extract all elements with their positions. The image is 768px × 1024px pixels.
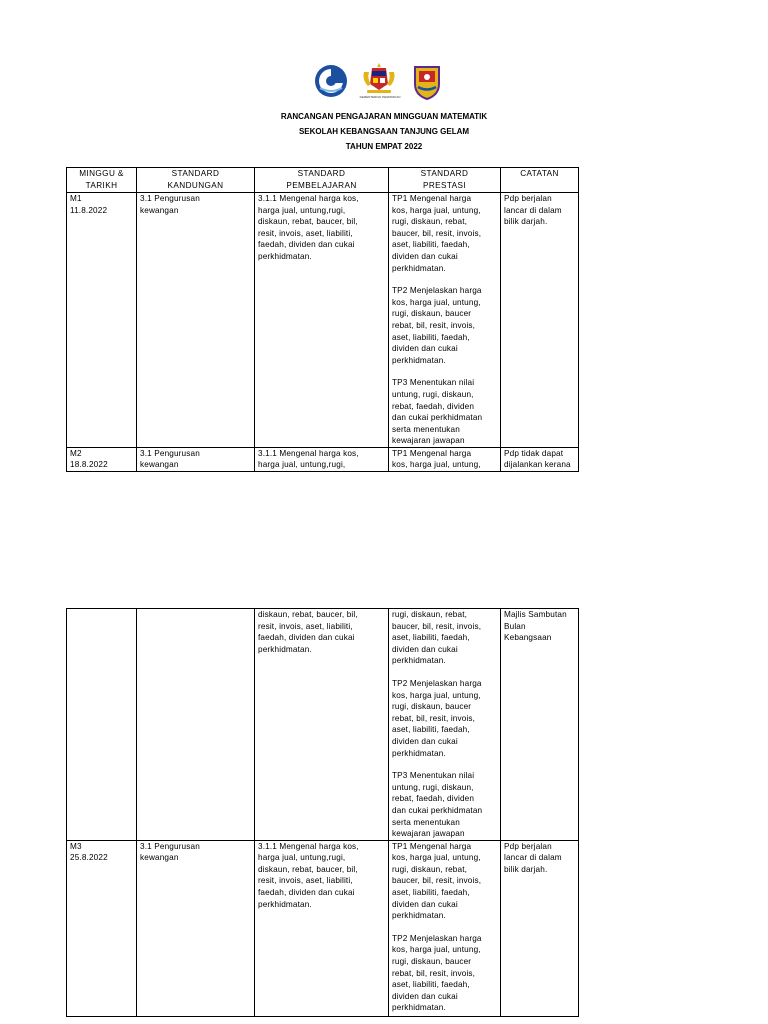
catatan-cell: Pdp berjalan lancar di dalam bilik darjah.: [501, 193, 579, 448]
document-header: [0, 109, 768, 154]
header-school: SEKOLAH KEBANGSAAN TANJUNG GELAM: [298, 127, 470, 136]
table-row: [67, 193, 579, 448]
week-cell: M2 18.8.2022: [67, 447, 137, 471]
header-year: TAHUN EMPAT 2022: [345, 142, 423, 151]
table-row: [67, 609, 579, 841]
week-cell: [67, 609, 137, 841]
week-cell: M1 11.8.2022: [67, 193, 137, 448]
column-header-week: MINGGU & TARIKH: [67, 168, 137, 193]
prestasi-cell: TP1 Mengenal harga kos, harga jual, untung,: [389, 447, 501, 471]
ministry-logo-icon: [314, 64, 348, 98]
week-cell: M3 25.8.2022: [67, 840, 137, 1016]
header-title: RANCANGAN PENGAJARAN MINGGUAN MATEMATIK: [280, 112, 488, 121]
coat-of-arms-icon: [360, 62, 398, 96]
prestasi-cell: TP1 Mengenal harga kos, harga jual, untung, rugi, diskaun, rebat, baucer, bil, resit, invois, aset, liabiliti, faedah, dividen dan cukai perkhidmatan. TP2 Menjelaskan harga kos, harga jual, untung, rugi, diskaun, baucer rebat, bil, resit, invois, aset, liabiliti, faedah, dividen dan cukai perkhidmatan.: [389, 840, 501, 1016]
logo-strip: [314, 62, 454, 102]
pembelajaran-cell: 3.1.1 Mengenal harga kos, harga jual, untung,rugi, diskaun, rebat, baucer, bil, resit, invois, aset, liabiliti, faedah, dividen dan cukai perkhidmatan.: [255, 193, 389, 448]
school-badge-icon: [412, 64, 442, 100]
pembelajaran-cell: diskaun, rebat, baucer, bil, resit, invois, aset, liabiliti, faedah, dividen dan cukai perkhidmatan.: [255, 609, 389, 841]
pembelajaran-cell: 3.1.1 Mengenal harga kos, harga jual, untung,rugi,: [255, 447, 389, 471]
catatan-cell: Pdp berjalan lancar di dalam bilik darjah.: [501, 840, 579, 1016]
column-header-prestasi: STANDARD PRESTASI: [389, 168, 501, 193]
table-header-row: [67, 168, 579, 193]
prestasi-cell: TP1 Mengenal harga kos, harga jual, untung, rugi, diskaun, rebat, baucer, bil, resit, invois, aset, liabiliti, faedah, dividen dan cukai perkhidmatan. TP2 Menjelaskan harga kos, harga jual, untung, rugi, diskaun, baucer rebat, bil, resit, invois, aset, liabiliti, faedah, dividen dan cukai perkhidmatan. TP3 Menentukan nilai untung, rugi, diskaun, rebat, faedah, dividen dan cukai perkhidmatan serta menentukan kewajaran jawapan: [389, 193, 501, 448]
lesson-plan-table: [66, 167, 579, 472]
lesson-plan-table-continued: [66, 608, 579, 1017]
catatan-cell: Majlis Sambutan Bulan Kebangsaan: [501, 609, 579, 841]
table-row: [67, 840, 579, 1016]
kandungan-cell: [137, 609, 255, 841]
catatan-cell: Pdp tidak dapat dijalankan kerana: [501, 447, 579, 471]
kandungan-cell: 3.1 Pengurusan kewangan: [137, 193, 255, 448]
kandungan-cell: 3.1 Pengurusan kewangan: [137, 840, 255, 1016]
table-row: [67, 447, 579, 471]
kandungan-cell: 3.1 Pengurusan kewangan: [137, 447, 255, 471]
prestasi-cell: rugi, diskaun, rebat, baucer, bil, resit, invois, aset, liabiliti, faedah, dividen dan cukai perkhidmatan. TP2 Menjelaskan harga kos, harga jual, untung, rugi, diskaun, baucer rebat, bil, resit, invois, aset, liabiliti, faedah, dividen dan cukai perkhidmatan. TP3 Menentukan nilai untung, rugi, diskaun, rebat, faedah, dividen dan cukai perkhidmatan serta menentukan kewajaran jawapan: [389, 609, 501, 841]
column-header-kandungan: STANDARD KANDUNGAN: [137, 168, 255, 193]
column-header-pembelajaran: STANDARD PEMBELAJARAN: [255, 168, 389, 193]
column-header-catatan: CATATAN: [501, 168, 579, 193]
crest-caption: KEMENTERIAN PENDIDIKAN: [359, 95, 401, 99]
pembelajaran-cell: 3.1.1 Mengenal harga kos, harga jual, untung,rugi, diskaun, rebat, baucer, bil, resit, invois, aset, liabiliti, faedah, dividen dan cukai perkhidmatan.: [255, 840, 389, 1016]
